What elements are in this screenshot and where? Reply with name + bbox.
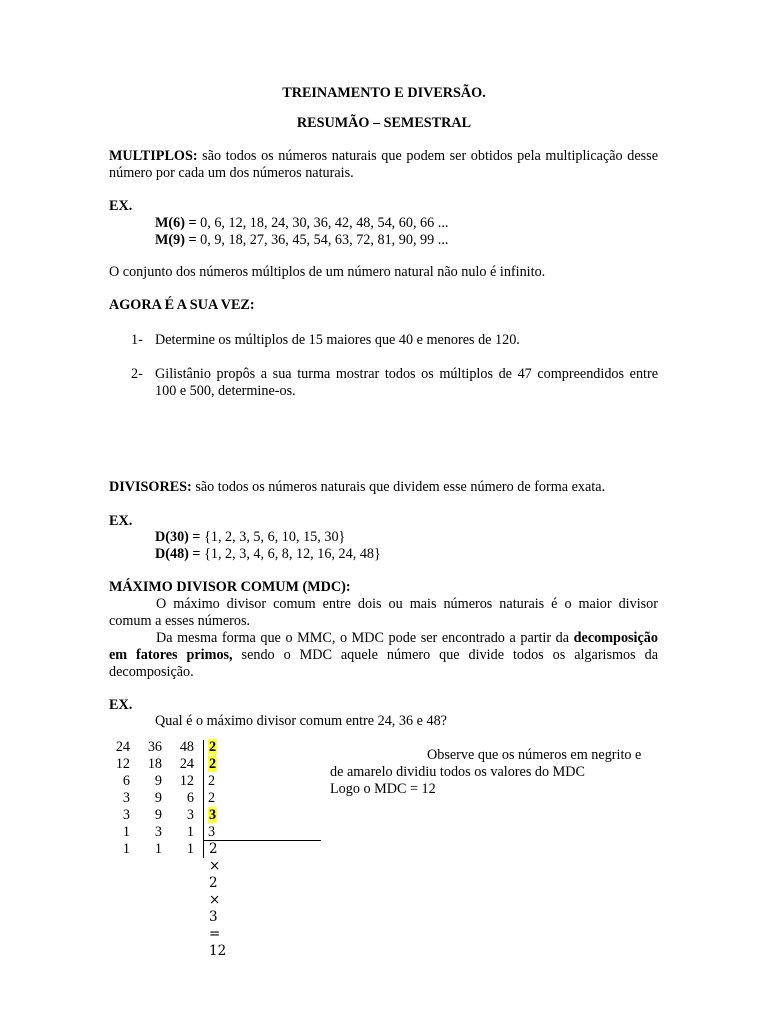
table-cell: 3 <box>122 790 130 806</box>
divisores-example-1: D(30) = {1, 2, 3, 5, 6, 10, 15, 30} <box>155 529 346 545</box>
mdc-question: Qual é o máximo divisor comum entre 24, 36 e 48? <box>155 713 447 729</box>
multiplos-definition: MULTIPLOS: são todos os números naturais que podem ser obtidos pela multiplicação desse número por cada um dos números naturais. <box>109 148 658 181</box>
table-cell: 18 <box>147 756 162 772</box>
agora-heading: AGORA É A SUA VEZ: <box>109 297 255 313</box>
table-factor: 3 <box>209 807 217 823</box>
table-cell: 24 <box>179 756 194 772</box>
observation-line-3: Logo o MDC = 12 <box>330 781 436 797</box>
table-cell: 1 <box>186 841 194 857</box>
table-cell: 3 <box>122 807 130 823</box>
divisores-definition: DIVISORES: são todos os números naturais que dividem esse número de forma exata. <box>109 479 606 495</box>
table-factor: 2 <box>208 790 216 806</box>
observation-line-1: Observe que os números em negrito e <box>427 747 642 763</box>
divisores-ex-label: EX. <box>109 513 133 529</box>
table-cell: 3 <box>186 807 194 823</box>
table-cell: 48 <box>179 739 194 755</box>
table-cell: 1 <box>154 841 162 857</box>
table-factor: 3 <box>208 824 216 840</box>
multiplos-example-1: M(6) = 0, 6, 12, 18, 24, 30, 36, 42, 48, 54, 60, 66 ... <box>155 215 449 231</box>
table-cell: 36 <box>147 739 162 755</box>
table-cell: 1 <box>186 824 194 840</box>
table-cell: 1 <box>122 824 130 840</box>
table-cell: 24 <box>115 739 130 755</box>
document-subtitle: RESUMÃO – SEMESTRAL <box>296 115 472 131</box>
document-title: TREINAMENTO E DIVERSÃO. <box>282 85 486 101</box>
mdc-paragraph-1: O máximo divisor comum entre dois ou mais números naturais é o maior divisor comum a esses números. <box>109 596 658 629</box>
table-factor: 2 <box>208 773 216 789</box>
table-cell: 9 <box>154 807 162 823</box>
table-cell: 1 <box>122 841 130 857</box>
table-cell: 12 <box>115 756 130 772</box>
table-cell: 12 <box>179 773 194 789</box>
observation-line-2: de amarelo dividiu todos os valores do MDC <box>330 764 585 780</box>
mdc-result: 2 × 2 × 3 = 12 <box>209 841 227 959</box>
table-cell: 9 <box>154 790 162 806</box>
table-cell: 6 <box>186 790 194 806</box>
question-2-number: 2- <box>131 366 143 382</box>
mdc-paragraph-2: Da mesma forma que o MMC, o MDC pode ser encontrado a partir da decomposição em fatores primos, sendo o MDC aquele número que divide todos os algarismos da decomposição. <box>109 630 658 680</box>
table-factor: 2 <box>209 739 217 755</box>
question-2-text: Gilistânio propôs a sua turma mostrar todos os múltiplos de 47 compreendidos entre 100 e 500, determine-os. <box>155 366 658 399</box>
table-cell: 9 <box>154 773 162 789</box>
question-1-number: 1- <box>131 332 143 348</box>
question-1-text: Determine os múltiplos de 15 maiores que 40 e menores de 120. <box>155 332 520 348</box>
divisores-example-2: D(48) = {1, 2, 3, 4, 6, 8, 12, 16, 24, 48} <box>155 546 381 562</box>
table-factor: 2 <box>209 756 217 772</box>
table-cell: 6 <box>122 773 130 789</box>
multiplos-note: O conjunto dos números múltiplos de um número natural não nulo é infinito. <box>109 264 546 280</box>
table-cell: 3 <box>154 824 162 840</box>
multiplos-ex-label: EX. <box>109 198 133 214</box>
mdc-ex-label: EX. <box>109 697 133 713</box>
mdc-heading: MÁXIMO DIVISOR COMUM (MDC): <box>109 579 351 595</box>
multiplos-example-2: M(9) = 0, 9, 18, 27, 36, 45, 54, 63, 72, 81, 90, 99 ... <box>155 232 449 248</box>
